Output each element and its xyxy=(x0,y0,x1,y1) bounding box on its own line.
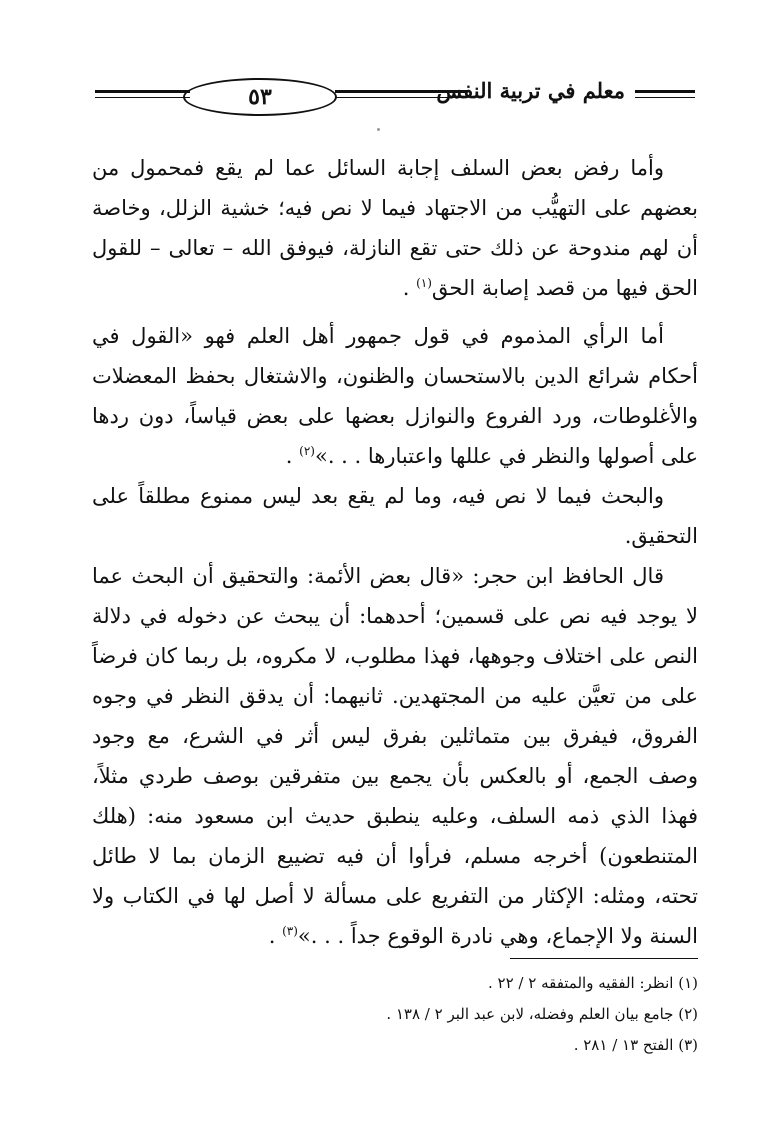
footnote-item: (١) انظر: الفقيه والمتفقه ٢ / ٢٢ . xyxy=(487,974,698,992)
footnote-item: (٢) جامع بيان العلم وفضله، لابن عبد البر ٢ / ١٣٨ . xyxy=(386,1005,698,1023)
paragraph: أما الرأي المذموم في قول جمهور أهل العلم فهو «القول في أحكام شرائع الدين بالاستحسان والظنون، والاشتغال بحفظ المعضلات والأغلوطات، ورد الفروع والنوازل بعضها على بعض قياساً، دون ردها على أصولها والنظر في عللها واعتبارها . . .»$^{(٢)}$ . xyxy=(92,324,698,468)
main-text xyxy=(92,148,698,956)
footnote-separator xyxy=(510,958,698,959)
page-header xyxy=(95,72,695,118)
page-number-oval xyxy=(183,78,337,116)
paragraph: والبحث فيما لا نص فيه، وما لم يقع بعد ليس ممنوع مطلقاً على التحقيق. xyxy=(92,484,698,548)
paragraph: قال الحافظ ابن حجر: «قال بعض الأئمة: والتحقيق أن البحث عما لا يوجد فيه نص على قسمين؛ أحدهما: أن يبحث عن دخوله في دلالة النص على اختلاف وجوهها، فهذا مطلوب، لا مكروه، بل ربما كان فرضاً على من تعيَّن عليه من المجتهدين. ثانيهما: أن يدقق النظر في وجوه الفروق، فيفرق بين متماثلين بفرق ليس أثر في الشرع، مع وجود وصف الجمع، أو بالعكس بأن يجمع بين متفرقين بوصف طردي مثلاً، فهذا الذي ذمه السلف، وعليه ينطبق حديث ابن مسعود منه: (هلك المتنطعون) أخرجه مسلم، فرأوا أن فيه تضييع الزمان بما لا طائل تحته، ومثله: الإكثار من التفريع على مسألة لا أصل لها في الكتاب ولا السنة ولا الإجماع، وهي نادرة الوقوع جداً . . .»$^{(٣)}$ . xyxy=(92,564,698,948)
header-rule-left xyxy=(95,90,190,98)
footnote-ref: (١) xyxy=(416,276,432,290)
header-rule-right xyxy=(635,90,695,98)
paragraph: وأما رفض بعض السلف إجابة السائل عما لم يقع فمحمول من بعضهم على التهيُّب من الاجتهاد فيما لا نص فيه؛ خشية الزلل، وخاصة أن لهم مندوحة عن ذلك حتى تقع النازلة، فيوفق الله – تعالى – للقول الحق فيها من قصد إصابة الحق$^{(١)}$ . xyxy=(92,156,698,300)
running-title: معلم في تربية النفس xyxy=(436,78,625,103)
footnote-item: (٣) الفتح ١٣ / ٢٨١ . xyxy=(573,1036,698,1054)
scan-mark xyxy=(377,128,380,131)
footnotes xyxy=(92,968,698,1061)
footnote-ref: (٣) xyxy=(282,924,298,938)
footnote-ref: (٢) xyxy=(299,444,315,458)
page-number: ٥٣ xyxy=(248,84,272,110)
